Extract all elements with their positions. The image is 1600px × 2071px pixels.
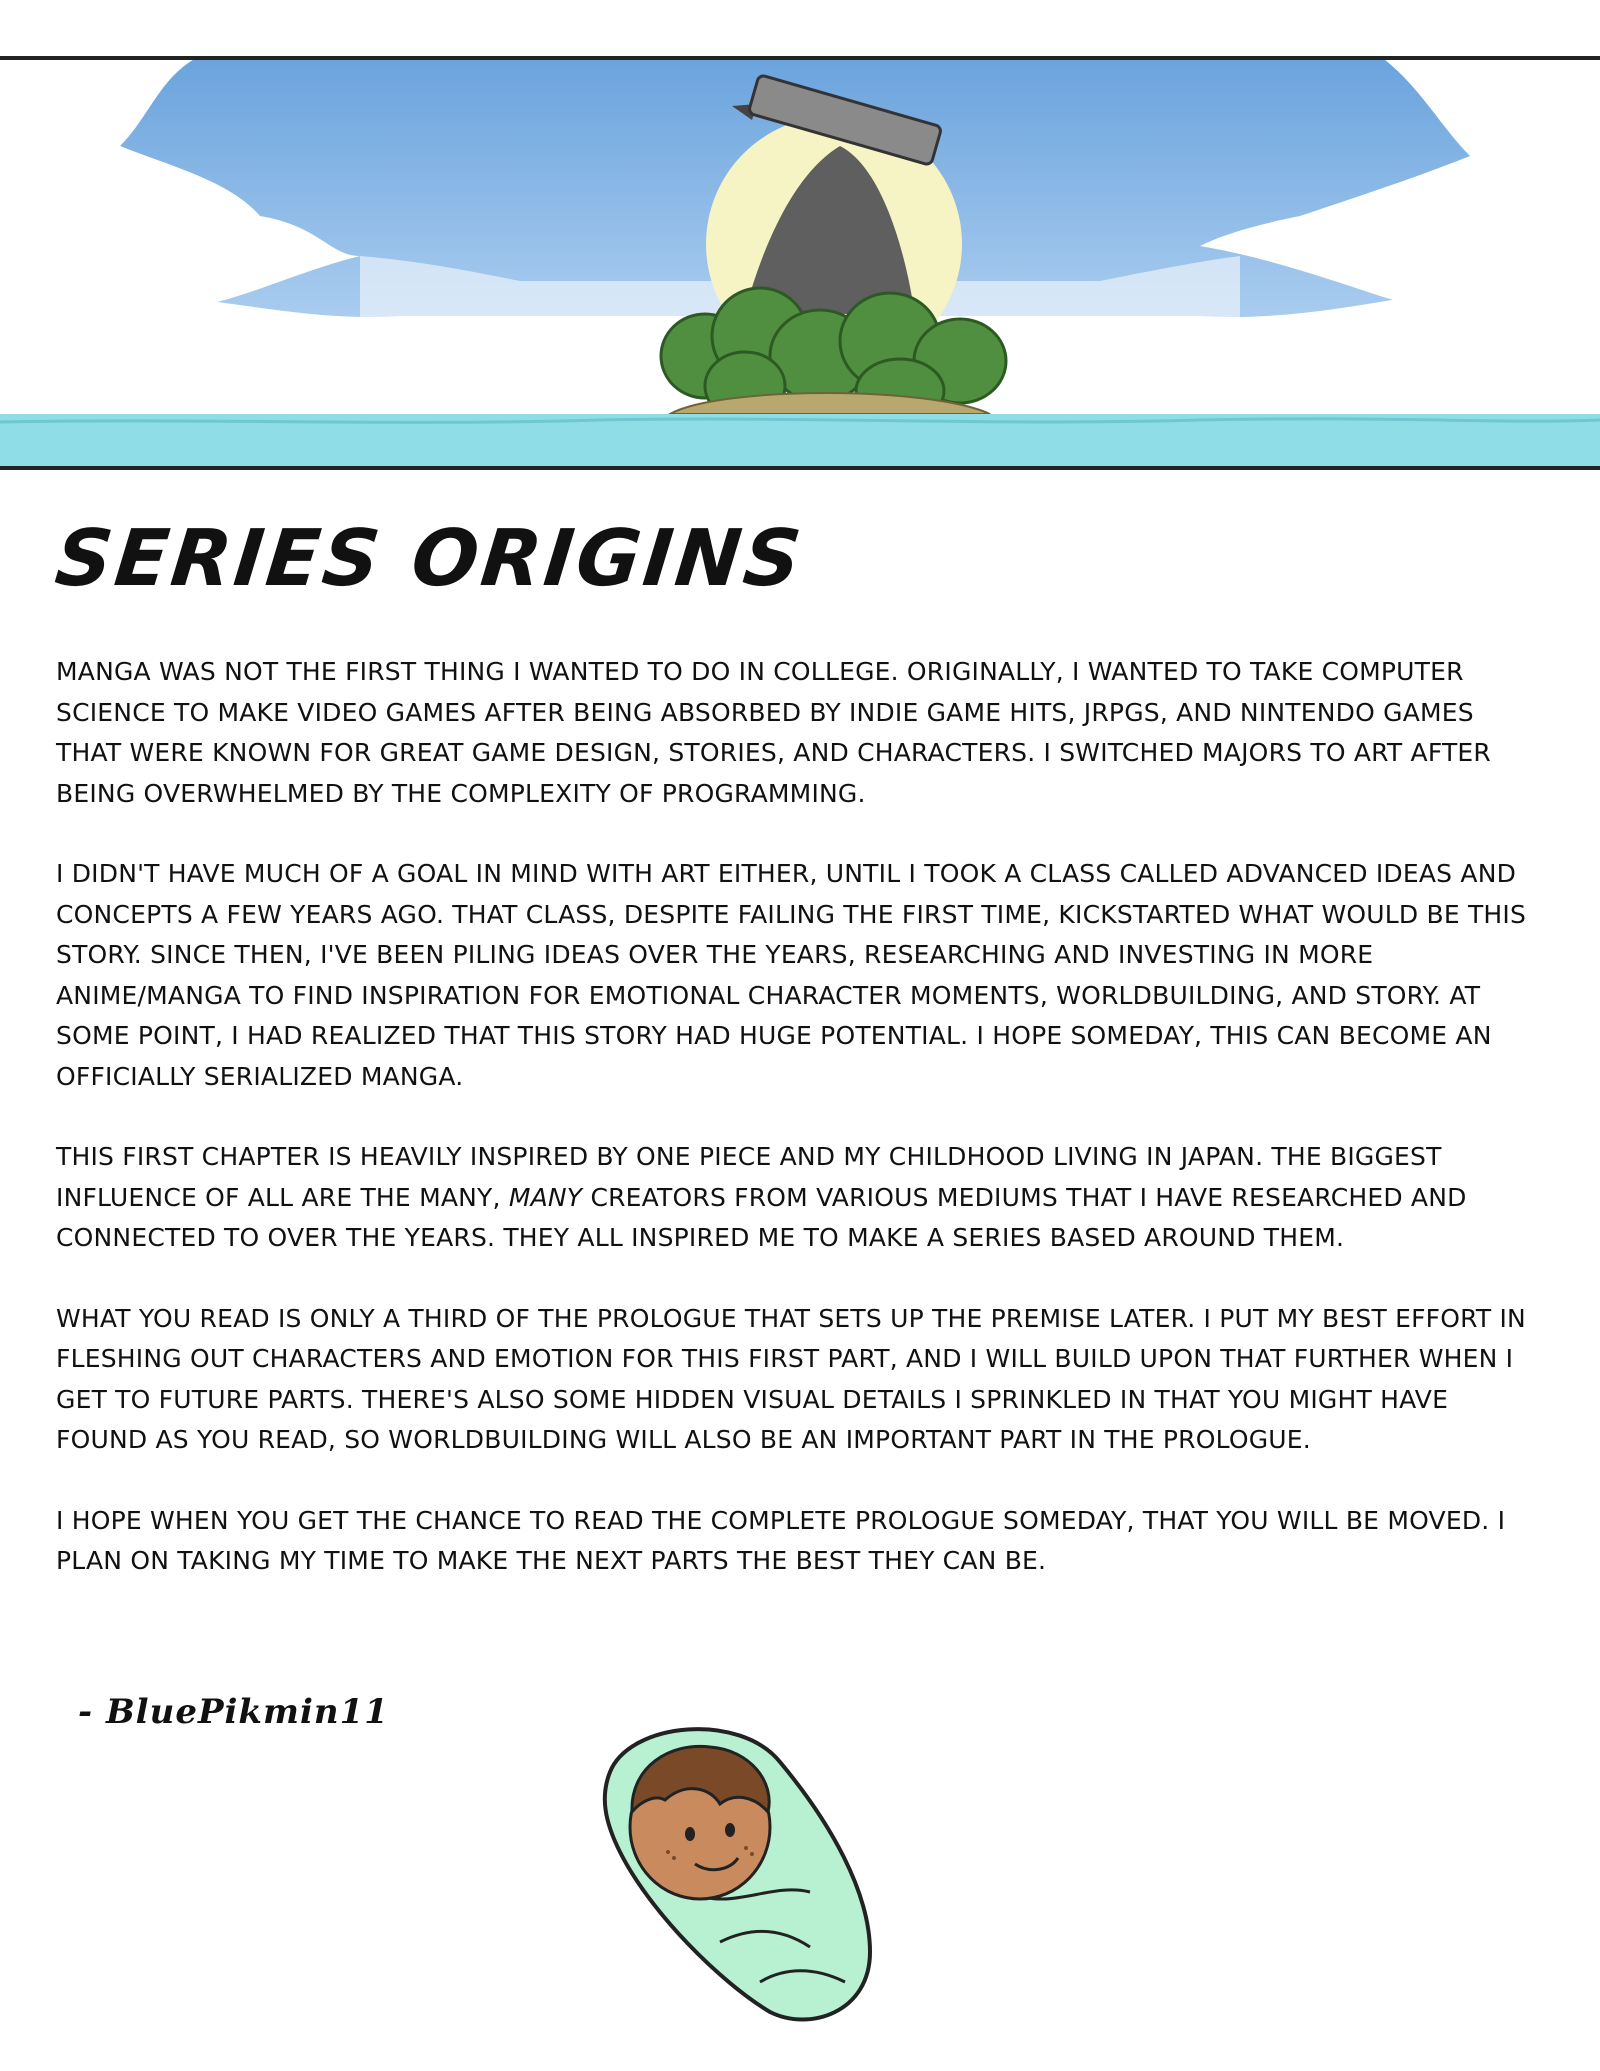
paragraph-3-end: CREATORS FROM VARIOUS MEDIUMS THAT I HAVE RESEARCHED AND CONNECTED TO OVER THE YEARS. THEY ALL INSPIRED ME TO MAKE A SERIES BASED AROUND THEM.	[56, 1182, 1467, 1252]
paragraph-2: I DIDN'T HAVE MUCH OF A GOAL IN MIND WITH ART EITHER, UNTIL I TOOK A CLASS CALLED ADVANCED IDEAS AND CONCEPTS A FEW YEARS AGO. THAT CLASS, DESPITE FAILING THE FIRST TIME, KICKSTARTED WHAT WOULD BE THIS STORY. SINCE THEN, I'VE BEEN PILING IDEAS OVER THE YEARS, RESEARCHING AND INVESTING IN MORE ANIME/MANGA TO FIND INSPIRATION FOR EMOTIONAL CHARACTER MOMENTS, WORLDBUILDING, AND STORY. AT SOME POINT, I HAD REALIZED THAT THIS STORY HAD HUGE POTENTIAL. I HOPE SOMEDAY, THIS CAN BECOME AN OFFICIALLY SERIALIZED MANGA.	[56, 859, 1527, 1091]
island-illustration	[0, 56, 1600, 470]
header-banner	[0, 56, 1600, 470]
emphasis-text: MANY	[508, 1182, 583, 1212]
paragraph-5: I HOPE WHEN YOU GET THE CHANCE TO READ THE COMPLETE PROLOGUE SOMEDAY, THAT YOU WILL BE MOVED. I PLAN ON TAKING MY TIME TO MAKE THE NEXT PARTS THE BEST THEY CAN BE.	[56, 1505, 1506, 1575]
page-title: SERIES ORIGINS	[51, 514, 808, 604]
paragraph-4: WHAT YOU READ IS ONLY A THIRD OF THE PROLOGUE THAT SETS UP THE PREMISE LATER. I PUT MY BEST EFFORT IN FLESHING OUT CHARACTERS AND EMOTION FOR THIS FIRST PART, AND I WILL BUILD UPON THAT FURTHER WHEN I GET TO FUTURE PARTS. THERE'S ALSO SOME HIDDEN VISUAL DETAILS I SPRINKLED IN THAT YOU MIGHT HAVE FOUND AS YOU READ, SO WORLDBUILDING WILL ALSO BE AN IMPORTANT PART IN THE PROLOGUE.	[56, 1303, 1526, 1454]
paragraph-3-start: THIS FIRST CHAPTER IS HEAVILY INSPIRED BY ONE PIECE AND MY CHILDHOOD LIVING IN JAPAN. THE BIGGEST INFLUENCE OF ALL ARE THE MANY,	[56, 1142, 1442, 1212]
article-body	[56, 652, 1536, 1622]
paragraph-3	[56, 1137, 1536, 1259]
baby-illustration	[570, 1712, 930, 2042]
paragraph-1: MANGA WAS NOT THE FIRST THING I WANTED TO DO IN COLLEGE. ORIGINALLY, I WANTED TO TAKE COMPUTER SCIENCE TO MAKE VIDEO GAMES AFTER BEING ABSORBED BY INDIE GAME HITS, JRPGS, AND NINTENDO GAMES THAT WERE KNOWN FOR GREAT GAME DESIGN, STORIES, AND CHARACTERS. I SWITCHED MAJORS TO ART AFTER BEING OVERWHELMED BY THE COMPLEXITY OF PROGRAMMING.	[56, 657, 1491, 808]
author-signature: - BluePikmin11	[78, 1692, 389, 1732]
